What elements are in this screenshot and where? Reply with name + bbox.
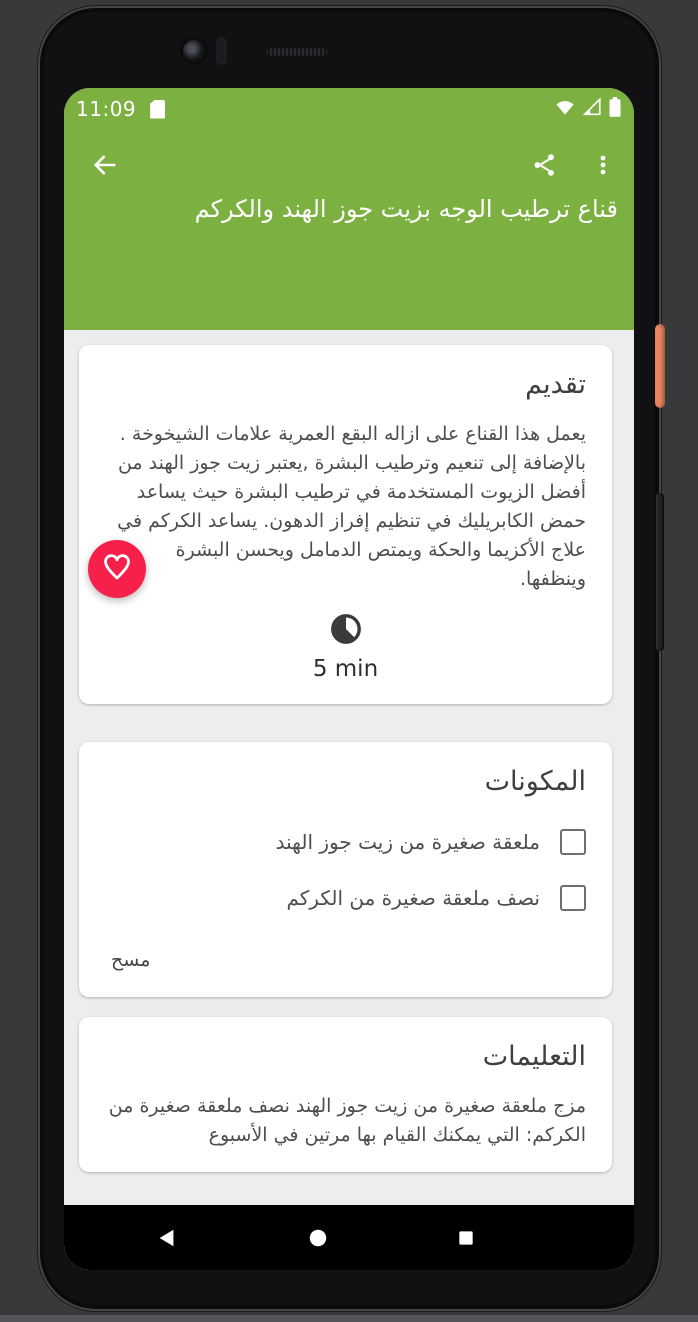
- clear-button[interactable]: مسح: [111, 949, 151, 972]
- timer-icon: [327, 633, 365, 652]
- ingredient-label: ملعقة صغيرة من زيت جوز الهند: [275, 830, 540, 855]
- power-button: [655, 324, 665, 408]
- sd-card-icon: [150, 100, 165, 119]
- wifi-icon: [554, 96, 576, 122]
- phone-frame: [38, 6, 661, 1311]
- page-title: قناع ترطيب الوجه بزيت جوز الهند والكركم: [194, 195, 618, 223]
- status-time: 11:09: [76, 97, 137, 121]
- ingredients-card: [79, 742, 612, 997]
- status-icons: [554, 96, 622, 122]
- intro-body: يعمل هذا القناع على ازاله البقع العمرية علامات الشيخوخة . بالإضافة إلى تنعيم وترطيب البشرة ,يعتبر زيت جوز الهند من أفضل الزيوت المستخدمة في ترطيب البشرة حيث يساعد حمض الكابريليك في تنظيم إفراز الدهون. يساعد الكركم في علاج الأكزيما والحكة ويمتص الدمامل ويحسن البشرة وينظفها.: [117, 423, 586, 591]
- intro-title: تقديم: [525, 369, 586, 400]
- app-bar: [64, 88, 634, 330]
- ingredient-checkbox[interactable]: [560, 829, 586, 855]
- favorite-fab[interactable]: [88, 540, 146, 598]
- status-bar: [64, 88, 634, 130]
- ingredient-row: [105, 829, 586, 855]
- content-area: [64, 330, 634, 1205]
- nav-back-button[interactable]: [147, 1218, 187, 1258]
- back-button[interactable]: [88, 148, 122, 182]
- front-camera: [183, 40, 205, 62]
- screen: [64, 88, 634, 1270]
- battery-icon: [608, 96, 622, 122]
- nav-home-button[interactable]: [298, 1218, 338, 1258]
- instructions-title: التعليمات: [482, 1041, 586, 1073]
- ingredients-title: المكونات: [484, 766, 586, 798]
- duration-label: 5 min: [312, 656, 379, 683]
- ingredient-row: [105, 885, 586, 911]
- more-options-button[interactable]: [586, 148, 620, 182]
- ingredient-label: نصف ملعقة صغيرة من الكركم: [286, 886, 540, 911]
- photo-bottom-edge: [0, 1315, 698, 1322]
- intro-card: [79, 345, 612, 704]
- toolbar: [64, 130, 634, 182]
- front-sensor: [216, 37, 227, 65]
- ingredient-checkbox[interactable]: [560, 885, 586, 911]
- nav-recents-button[interactable]: [446, 1218, 486, 1258]
- earpiece-speaker: [266, 46, 328, 56]
- instructions-body: مزج ملعقة صغيرة من زيت جوز الهند نصف ملعقة صغيرة من الكركم: التي يمكنك القيام بها مرتين في الأسبوع: [108, 1095, 586, 1147]
- instructions-card: [79, 1017, 612, 1172]
- heart-icon: [101, 551, 133, 587]
- android-nav-bar: [64, 1205, 634, 1270]
- share-button[interactable]: [528, 148, 562, 182]
- cell-signal-icon: [581, 96, 603, 122]
- volume-button: [656, 493, 664, 651]
